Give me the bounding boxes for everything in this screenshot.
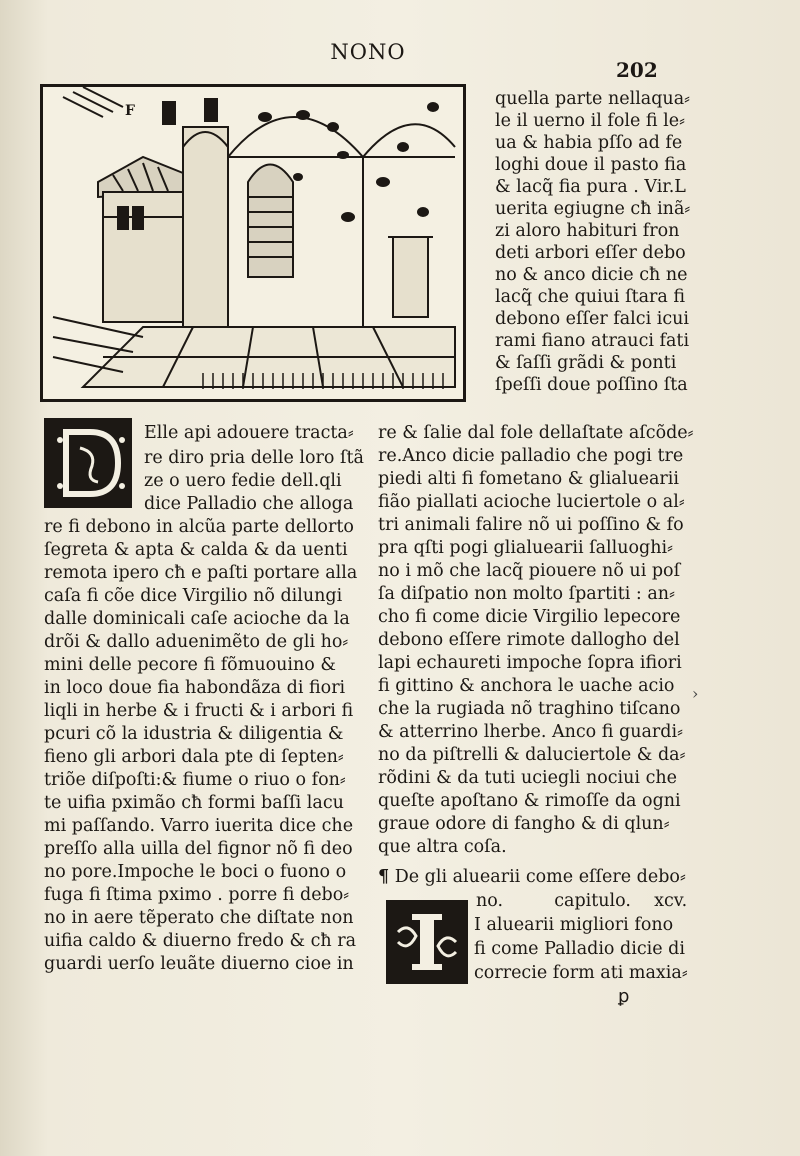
text-line: mi paſſando. Varro iuerita dice che xyxy=(44,816,354,836)
decorated-initial-d xyxy=(44,418,132,508)
text-line: fieno gli arbori dala pte di ſepten⸗ xyxy=(44,747,344,767)
text-line: que altra coſa. xyxy=(378,837,507,857)
margin-mark: › xyxy=(692,684,699,703)
text-line: caſa fi cõe dice Virgilio nõ dilungi xyxy=(44,586,343,606)
pilcrow-mark: ¶ xyxy=(378,867,390,887)
text-line: rõdini & da tuti uciegli nociui che xyxy=(378,768,678,788)
text-line: no da piſtrelli & daluciertole & da⸗ xyxy=(378,745,686,765)
text-line: no in aere tẽperato che diſtate non xyxy=(44,908,354,928)
woodcut-illustration xyxy=(40,84,466,402)
apiary-woodcut-drawing xyxy=(43,87,463,399)
chapter-heading xyxy=(378,866,686,888)
svg-text:F: F xyxy=(125,103,135,119)
text-line: te uifia pximão cħ formi baſſi lacu xyxy=(44,793,344,813)
text-line: Elle api adouere tracta⸗ xyxy=(144,423,354,443)
decorated-initial-i xyxy=(386,900,468,984)
text-line: & ſaſſi grãdi & ponti xyxy=(495,353,677,373)
chapter-heading-end xyxy=(476,890,687,912)
text-line: liqli in herbe & i fructi & i arbori fi xyxy=(44,701,354,721)
text-line: no & anco dicie cħ ne xyxy=(495,265,688,285)
initial-d-ornament xyxy=(46,420,130,506)
text-line: queſte apoſtano & rimoſſe da ogni xyxy=(378,791,681,811)
text-line: ſegreta & apta & calda & da uenti xyxy=(44,540,348,560)
text-line: loghi doue il pasto fia xyxy=(495,155,687,175)
text-line: in loco doue fia habondãza di fiori xyxy=(44,678,346,698)
text-line: deti arbori eſſer debo xyxy=(495,243,686,263)
text-line: piedi alti fi fometano & glialuearii xyxy=(378,469,679,489)
text-line: uifia caldo & diuerno fredo & cħ ra xyxy=(44,931,357,951)
text-line: re fi debono in alcũa parte dellorto xyxy=(44,517,354,537)
text-line: quella parte nellaqua⸗ xyxy=(495,89,690,109)
chapter-heading-word: no. xyxy=(476,891,504,911)
initial-i-ornament xyxy=(388,902,466,982)
text-line: remota ipero cħ e paſti portare alla xyxy=(44,563,358,583)
text-line: & atterrino lherbe. Anco fi guardi⸗ xyxy=(378,722,683,742)
text-line: no pore.Impoche le boci o fuono o xyxy=(44,862,347,882)
text-line: no i mõ che lacq̃ piouere nõ ui poſ xyxy=(378,561,681,581)
text-line: triõe diſpoſti:& fiume o riuo o fon⸗ xyxy=(44,770,346,790)
text-line: ſpeſſi doue poſſino ſta xyxy=(495,375,688,395)
text-line: cho fi come dicie Virgilio lepecore xyxy=(378,607,681,627)
text-line: fi gittino & anchora le uache acio xyxy=(378,676,675,696)
text-line: fi come Palladio dicie di xyxy=(474,939,685,959)
text-line: pra qſti pogi glialuearii ſalluoghi⸗ xyxy=(378,538,673,558)
chapter-number: xcv. xyxy=(654,891,688,911)
text-line: dice Palladio che alloga xyxy=(144,494,354,514)
text-line: re & ſalie dal fole dellaſtate aſcõde⸗ xyxy=(378,423,694,443)
running-head: NONO xyxy=(330,40,406,64)
text-line: zi aloro habituri fron xyxy=(495,221,680,241)
text-line: rami fiano atrauci fati xyxy=(495,331,690,351)
text-line: & lacq̃ fia pura . Vir.L xyxy=(495,177,686,197)
chapter-label: capitulo. xyxy=(554,891,631,911)
text-line: debono eſſere rimote dallogho del xyxy=(378,630,680,650)
text-line: guardi uerſo leuãte diuerno cioe in xyxy=(44,954,354,974)
text-line: uerita egiugne cħ inã⸗ xyxy=(495,199,691,219)
text-line: re diro pria delle loro ſtã xyxy=(144,448,364,468)
text-line: pcuri cõ la idustria & diligentia & xyxy=(44,724,344,744)
text-line: drõi & dallo aduenimẽto de gli ho⸗ xyxy=(44,632,349,652)
text-line: mini delle pecore fi fõmuouino & xyxy=(44,655,336,675)
text-line: ze o uero fedie dell.qli xyxy=(144,471,342,491)
text-line: correcie form ati maxia⸗ xyxy=(474,963,688,983)
text-line: preſſo alla uilla del fignor nõ fi deo xyxy=(44,839,353,859)
catchword: ꝑ xyxy=(618,986,630,1007)
text-line: fuga fi ſtima pximo . porre fi debo⸗ xyxy=(44,885,350,905)
chapter-heading-text: De gli aluearii come eſſere debo⸗ xyxy=(394,867,686,887)
text-line: lacq̃ che quiui ſtara fi xyxy=(495,287,686,307)
text-line: fião piallati acioche luciertole o al⸗ xyxy=(378,492,685,512)
text-line: debono eſſer falci icui xyxy=(495,309,689,329)
text-line: che la rugiada nõ traghino tiſcano xyxy=(378,699,681,719)
text-line: re.Anco dicie palladio che pogi tre xyxy=(378,446,684,466)
text-line: graue odore di fangho & di qlun⸗ xyxy=(378,814,670,834)
text-line: le il uerno il fole fi le⸗ xyxy=(495,111,685,131)
text-line: dalle dominicali caſe acioche da la xyxy=(44,609,350,629)
text-line: ſa diſpatio non molto ſpartiti : an⸗ xyxy=(378,584,675,604)
folio-number: 202 xyxy=(616,58,658,82)
text-line: I aluearii migliori fono xyxy=(474,915,674,935)
text-line: lapi echaureti impoche ſopra ifiori xyxy=(378,653,682,673)
text-line: ua & habia pſſo ad fe xyxy=(495,133,683,153)
text-line: tri animali falire nõ ui poſſino & fo xyxy=(378,515,684,535)
